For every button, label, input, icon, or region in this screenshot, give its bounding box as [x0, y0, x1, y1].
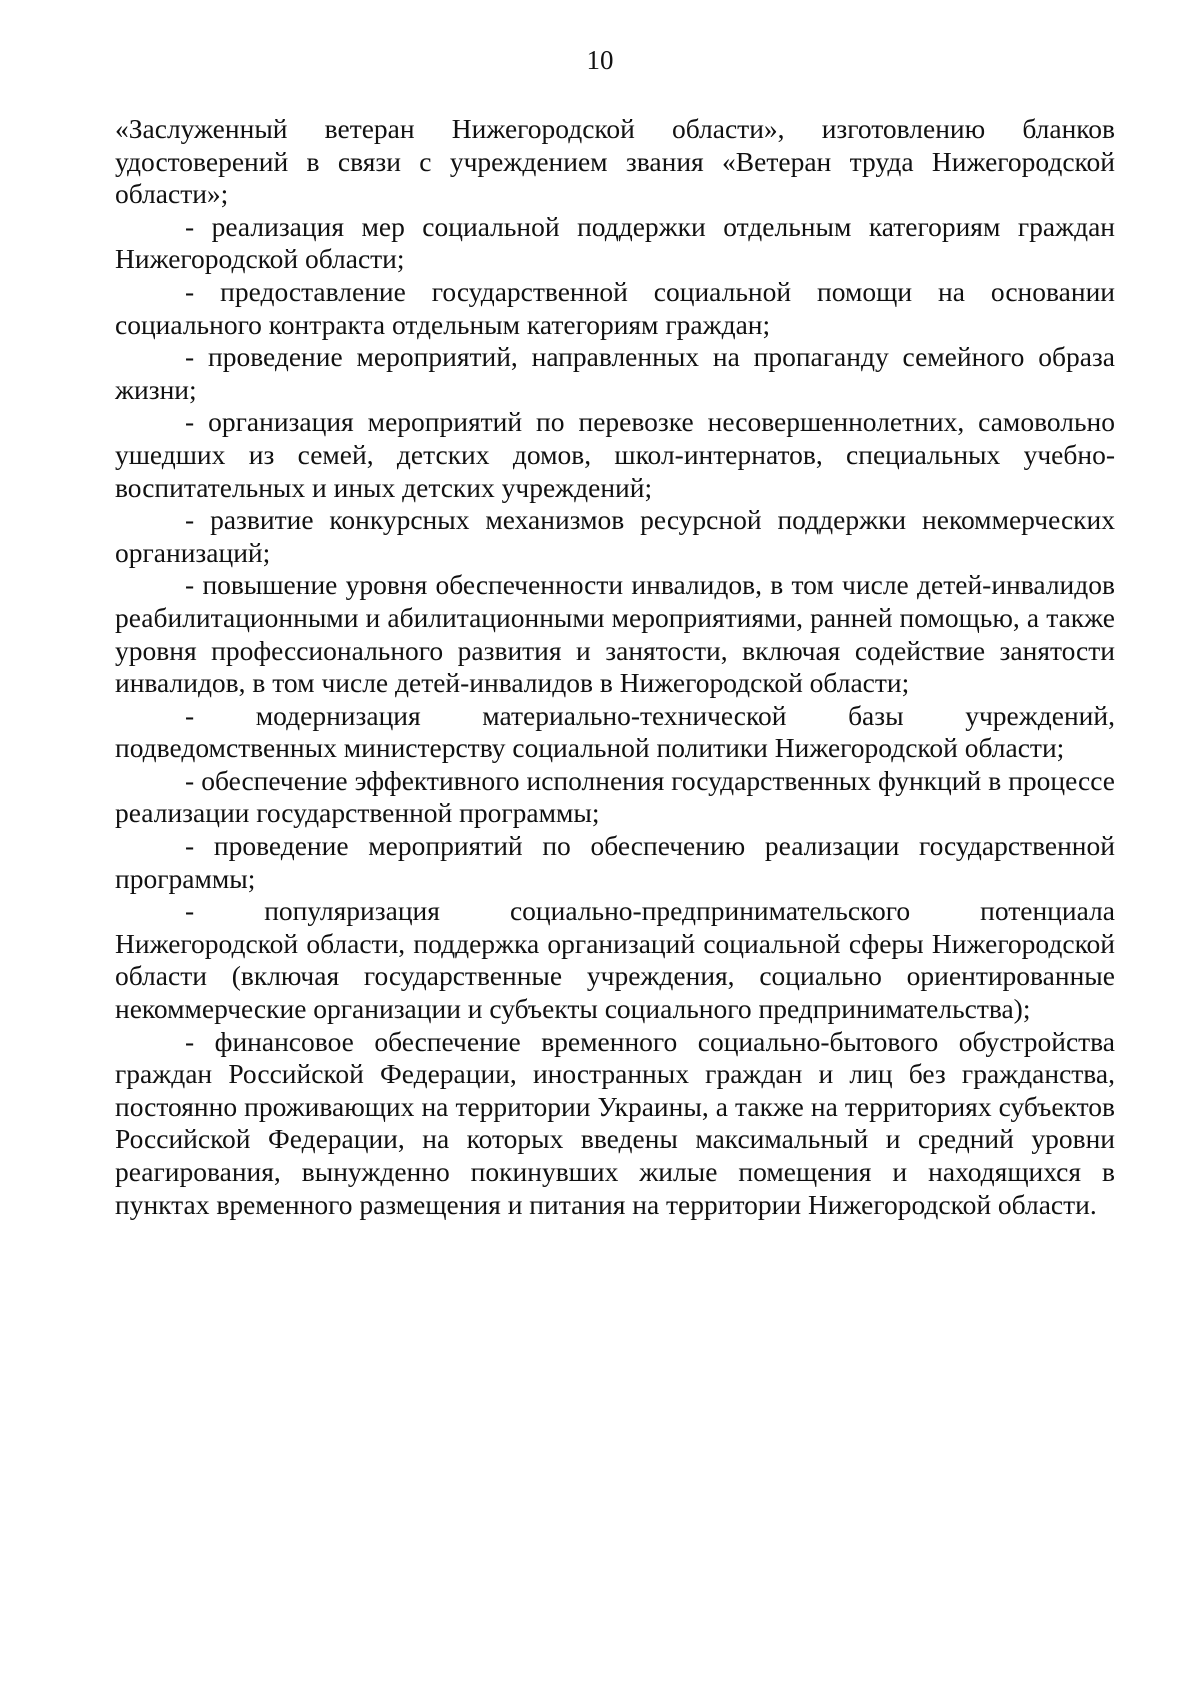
list-item: - популяризация социально-предпринимательского потенциала Нижегородской области, поддержка организаций социальной сферы Нижегородской области (включая государственные учреждения, социально ориентированные некоммерческие организации и субъекты социального предпринимательства);	[115, 895, 1115, 1025]
list-item: - проведение мероприятий, направленных на пропаганду семейного образа жизни;	[115, 341, 1115, 405]
list-item: - финансовое обеспечение временного социально-бытового обустройства граждан Российской Федерации, иностранных граждан и лиц без гражданства, постоянно проживающих на территории Украины, а также на территориях субъектов Российской Федерации, на которых введены максимальный и средний уровни реагирования, вынужденно покинувших жилые помещения и находящихся в пунктах временного размещения и питания на территории Нижегородской области.	[115, 1025, 1115, 1220]
paragraph-continuation: «Заслуженный ветеран Нижегородской области», изготовлению бланков удостоверений в связи с учреждением звания «Ветеран труда Нижегородской области»;	[115, 113, 1115, 210]
document-body	[115, 113, 1115, 1221]
list-item: - модернизация материально-технической базы учреждений, подведомственных министерству социальной политики Нижегородской области;	[115, 699, 1115, 764]
page-number: 10	[586, 45, 614, 75]
list-item: - обеспечение эффективного исполнения государственных функций в процессе реализации государственной программы;	[115, 764, 1115, 829]
list-item: - реализация мер социальной поддержки отдельным категориям граждан Нижегородской области;	[115, 210, 1115, 275]
list-item: - повышение уровня обеспеченности инвалидов, в том числе детей-инвалидов реабилитационными и абилитационными мероприятиями, ранней помощью, а также уровня профессионального развития и занятости, включая содействие занятости инвалидов, в том числе детей-инвалидов в Нижегородской области;	[115, 569, 1115, 699]
list-item: - проведение мероприятий по обеспечению реализации государственной программы;	[115, 830, 1115, 894]
list-item: - предоставление государственной социальной помощи на основании социального контракта отдельным категориям граждан;	[115, 275, 1115, 340]
list-item: - организация мероприятий по перевозке несовершеннолетних, самовольно ушедших из семей, детских домов, школ-интернатов, специальных учебно-воспитательных и иных детских учреждений;	[115, 406, 1115, 503]
list-item: - развитие конкурсных механизмов ресурсной поддержки некоммерческих организаций;	[115, 504, 1115, 568]
